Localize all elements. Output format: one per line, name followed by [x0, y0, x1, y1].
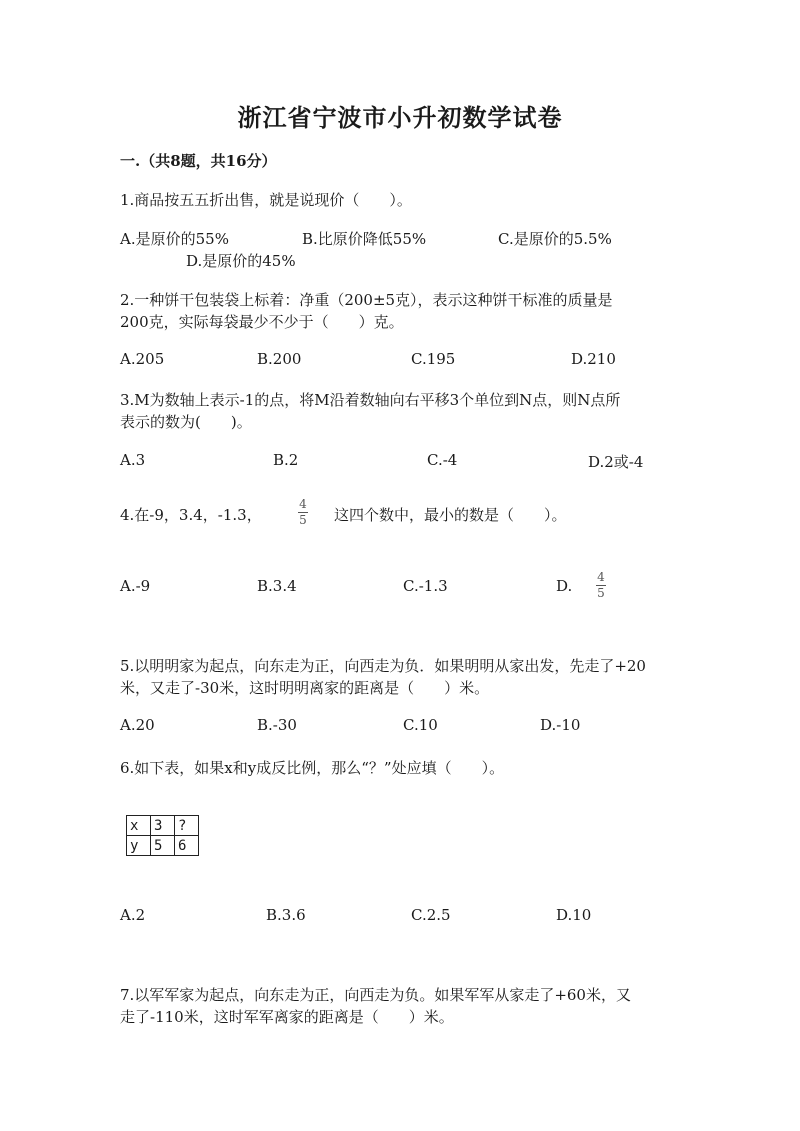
question-6-stem: 6.如下表，如果x和y成反比例，那么“？”处应填（ ）。	[120, 759, 505, 777]
q1-option-b: B.比原价降低55%	[302, 230, 427, 248]
table-row	[127, 836, 199, 856]
q3-option-b: B.2	[273, 451, 299, 469]
question-7-line-2: 走了-110米，这时军军离家的距离是（ ）米。	[120, 1008, 454, 1026]
question-4-stem-after: 这四个数中，最小的数是（ ）。	[334, 506, 567, 524]
table-cell: x	[127, 816, 151, 836]
q2-option-b: B.200	[257, 350, 302, 368]
table-cell: 5	[151, 836, 175, 856]
q3-option-a: A.3	[120, 451, 146, 469]
q4-option-a: A.-9	[120, 577, 151, 595]
q6-option-a: A.2	[120, 906, 146, 924]
q5-option-c: C.10	[403, 716, 438, 734]
question-3-line-1: 3.M为数轴上表示-1的点，将M沿着数轴向右平移3个单位到N点，则N点所	[120, 391, 621, 409]
table-cell: y	[127, 836, 151, 856]
q2-option-a: A.205	[120, 350, 165, 368]
q6-option-b: B.3.6	[266, 906, 306, 924]
question-5-line-1: 5.以明明家为起点，向东走为正，向西走为负．如果明明从家出发，先走了+20	[120, 657, 646, 675]
question-5-line-2: 米，又走了-30米，这时明明离家的距离是（ ）米。	[120, 679, 490, 697]
q5-option-b: B.-30	[257, 716, 297, 734]
exam-title: 浙江省宁波市小升初数学试卷	[237, 103, 563, 132]
table-row	[127, 816, 199, 836]
q5-option-a: A.20	[120, 716, 155, 734]
question-2-line-2: 200克，实际每袋最少不少于（ ）克。	[120, 313, 404, 331]
table-cell: 3	[151, 816, 175, 836]
table-cell: ?	[175, 816, 199, 836]
q4-option-b: B.3.4	[257, 577, 297, 595]
q6-option-d: D.10	[556, 906, 592, 924]
fraction-denominator: 5	[299, 513, 307, 527]
q1-option-c: C.是原价的5.5%	[498, 230, 612, 248]
q3-option-d: D.2或-4	[588, 453, 644, 471]
q5-option-d: D.-10	[540, 716, 581, 734]
fraction-denominator: 5	[597, 586, 605, 600]
question-2-line-1: 2.一种饼干包装袋上标着：净重（200±5克），表示这种饼干标准的质量是	[120, 291, 613, 309]
q4-option-d: D.	[556, 577, 573, 595]
q1-option-a: A.是原价的55%	[120, 230, 229, 248]
fraction-numerator: 4	[597, 570, 605, 584]
q2-option-c: C.195	[411, 350, 456, 368]
question-3-line-2: 表示的数为( )。	[120, 413, 252, 431]
q4-option-d-fraction	[596, 571, 606, 600]
question-4-stem-before: 4.在-9，3.4，-1.3，	[120, 506, 262, 524]
q1-option-d: D.是原价的45%	[186, 252, 296, 270]
xy-table	[126, 815, 199, 856]
section-heading: 一.（共8题，共16分）	[120, 152, 277, 170]
question-1-stem: 1.商品按五五折出售，就是说现价（ ）。	[120, 191, 412, 209]
q3-option-c: C.-4	[427, 451, 458, 469]
q6-option-c: C.2.5	[411, 906, 451, 924]
table-cell: 6	[175, 836, 199, 856]
question-7-line-1: 7.以军军家为起点，向东走为正，向西走为负。如果军军从家走了+60米，又	[120, 986, 631, 1004]
q4-fraction	[298, 498, 308, 527]
fraction-numerator: 4	[299, 497, 307, 511]
q4-option-c: C.-1.3	[403, 577, 448, 595]
q2-option-d: D.210	[571, 350, 616, 368]
